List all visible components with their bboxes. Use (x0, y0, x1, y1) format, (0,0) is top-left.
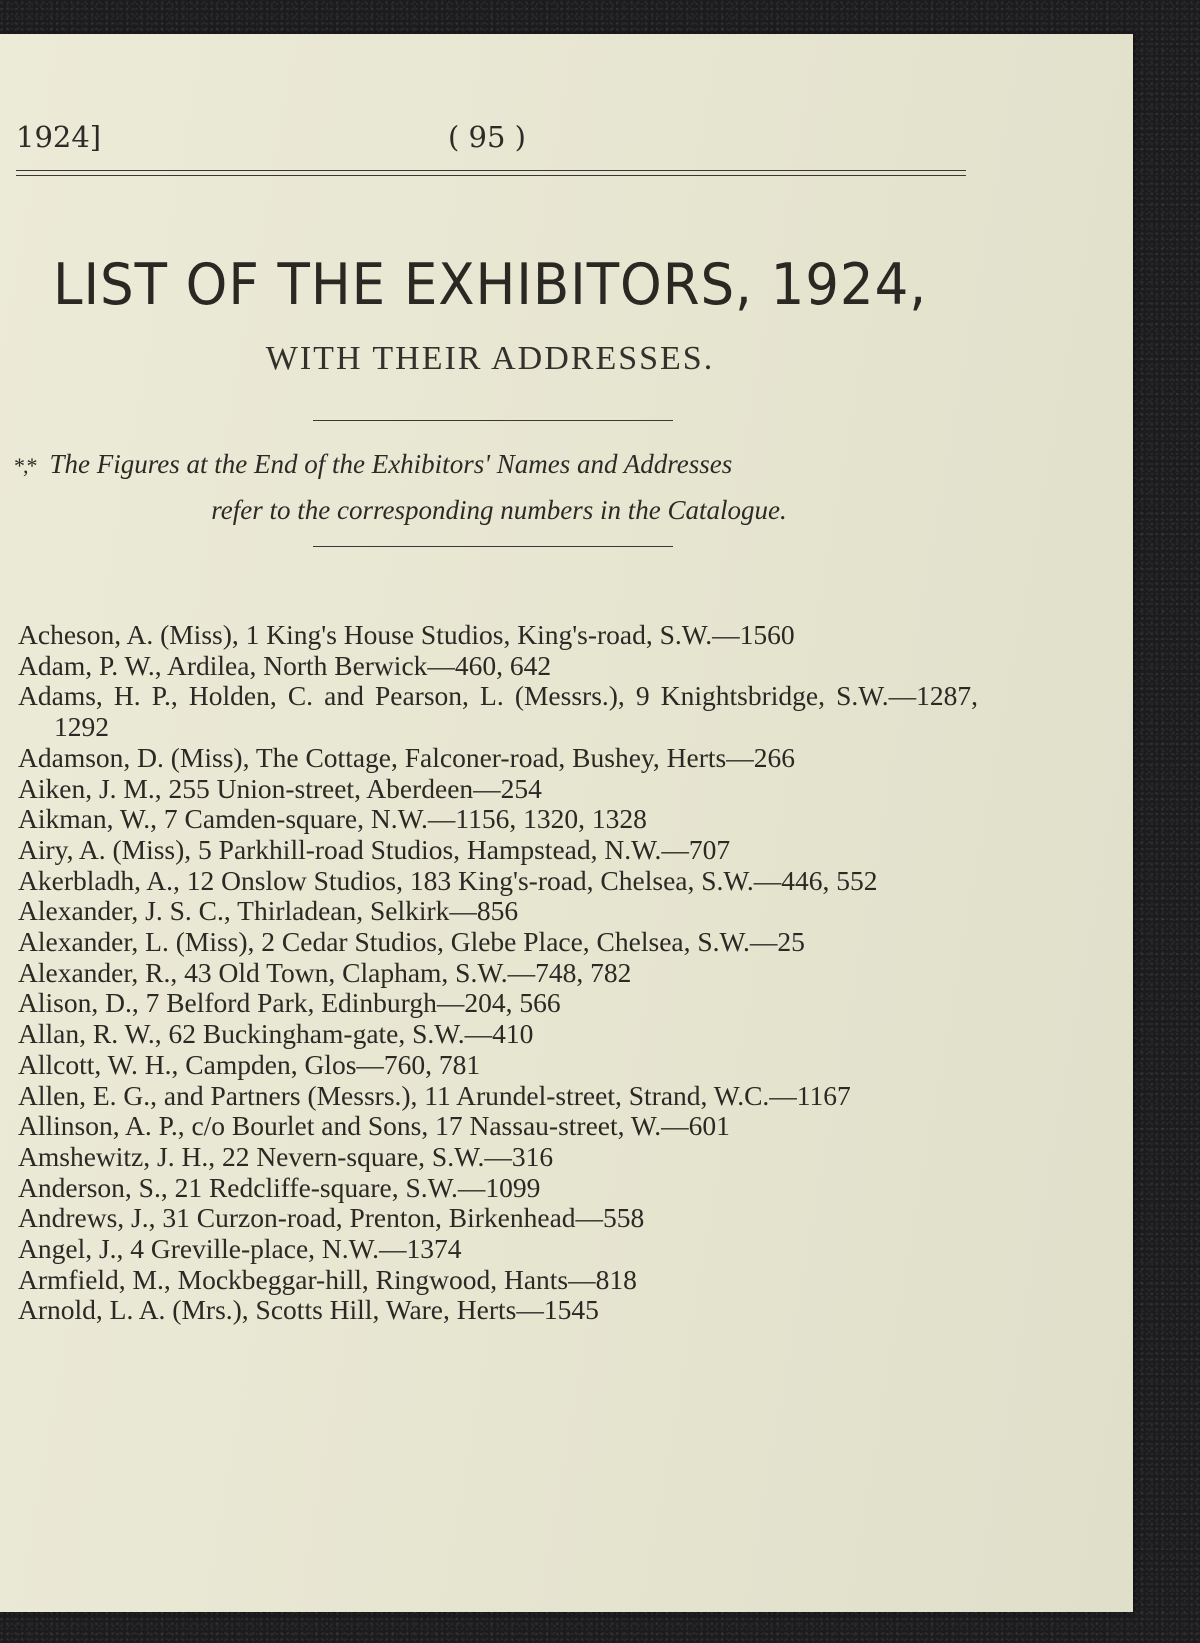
running-header (16, 120, 966, 160)
exhibitor-entry: Alexander, R., 43 Old Town, Clapham, S.W.—748, 782 (18, 956, 632, 988)
note-line-2: refer to the corresponding numbers in the Catalogue. (211, 495, 787, 525)
exhibitor-entry: Alexander, L. (Miss), 2 Cedar Studios, Glebe Place, Chelsea, S.W.—25 (18, 926, 805, 958)
exhibitor-entry: Aikman, W., 7 Camden-square, N.W.—1156, 1320, 1328 (18, 803, 647, 835)
page-title: LIST OF THE EXHIBITORS, 1924, (52, 252, 928, 318)
exhibitor-entry: Anderson, S., 21 Redcliffe-square, S.W.—1099 (18, 1171, 541, 1203)
divider-rule (313, 546, 673, 547)
header-double-rule (16, 170, 966, 176)
page-number: ( 95 ) (448, 120, 526, 154)
asterism-marks: *,* (14, 453, 36, 478)
exhibitor-entry: Amshewitz, J. H., 22 Nevern-square, S.W.—316 (18, 1140, 554, 1172)
exhibitor-entry: Allen, E. G., and Partners (Messrs.), 11 Arundel-street, Strand, W.C.—1167 (18, 1079, 851, 1111)
page-subtitle: WITH THEIR ADDRESSES. (265, 340, 715, 377)
exhibitor-entry: Angel, J., 4 Greville-place, N.W.—1374 (18, 1233, 462, 1265)
exhibitor-entry: Allan, R. W., 62 Buckingham-gate, S.W.—410 (18, 1018, 534, 1050)
exhibitor-entry: Akerbladh, A., 12 Onslow Studios, 183 King's-road, Chelsea, S.W.—446, 552 (18, 864, 878, 896)
exhibitor-list (18, 620, 978, 1326)
exhibitor-entry: Armfield, M., Mockbeggar-hill, Ringwood, Hants—818 (18, 1263, 637, 1295)
book-page (0, 34, 1133, 1612)
exhibitor-entry: Andrews, J., 31 Curzon-road, Prenton, Birkenhead—558 (18, 1202, 645, 1234)
catalogue-note (14, 442, 974, 532)
exhibitor-entry: Adam, P. W., Ardilea, North Berwick—460, 642 (18, 649, 552, 681)
exhibitor-entry: Adams, H. P., Holden, C. and Pearson, L. (Messrs.), 9 Knightsbridge, S.W.—1287, 1292 (18, 680, 978, 743)
exhibitor-entry: Allinson, A. P., c/o Bourlet and Sons, 17 Nassau-street, W.—601 (18, 1110, 730, 1142)
exhibitor-entry: Alison, D., 7 Belford Park, Edinburgh—204, 566 (18, 987, 561, 1019)
exhibitor-entry: Airy, A. (Miss), 5 Parkhill-road Studios, Hampstead, N.W.—707 (18, 833, 731, 865)
exhibitor-entry: Allcott, W. H., Campden, Glos—760, 781 (18, 1048, 481, 1080)
exhibitor-entry: Acheson, A. (Miss), 1 King's House Studios, King's-road, S.W.—1560 (18, 619, 795, 650)
header-year: 1924] (16, 120, 102, 154)
exhibitor-entry: Adamson, D. (Miss), The Cottage, Falconer-road, Bushey, Herts—266 (18, 741, 795, 773)
exhibitor-entry: Arnold, L. A. (Mrs.), Scotts Hill, Ware, Herts—1545 (18, 1294, 599, 1326)
note-line-1-text: The Figures at the End of the Exhibitors' Names and Addresses (49, 449, 733, 479)
divider-rule (313, 420, 673, 421)
note-line-1 (14, 442, 974, 488)
exhibitor-entry: Aiken, J. M., 255 Union-street, Aberdeen—254 (18, 772, 542, 804)
exhibitor-entry: Alexander, J. S. C., Thirladean, Selkirk—856 (18, 895, 519, 927)
